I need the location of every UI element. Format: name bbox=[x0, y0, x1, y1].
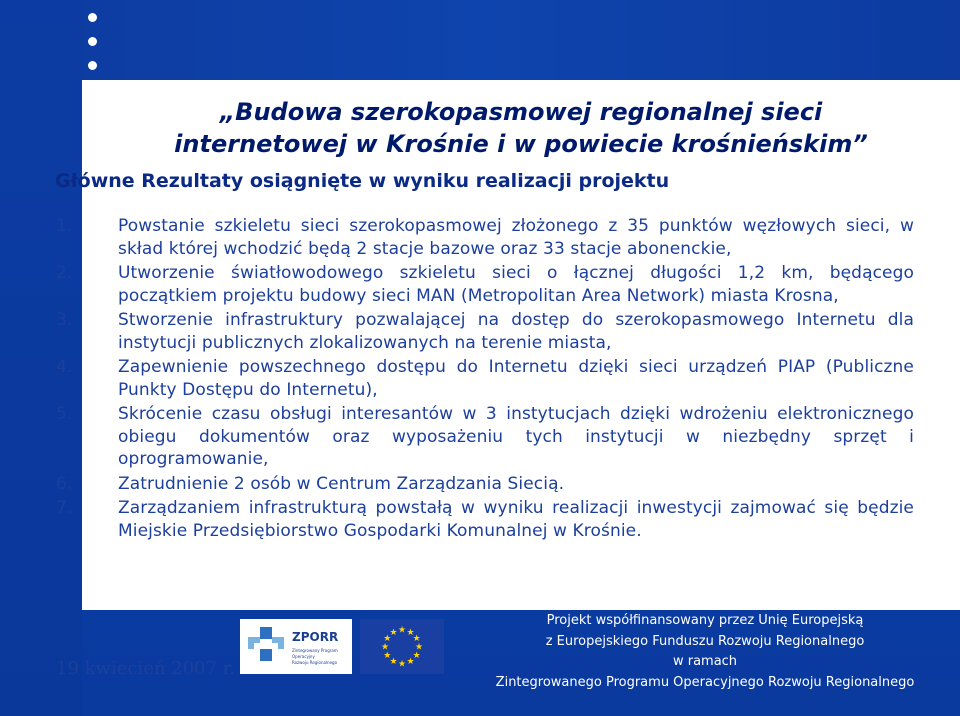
results-list bbox=[56, 215, 914, 544]
svg-text:Operacyjny: Operacyjny bbox=[292, 654, 315, 659]
list-item bbox=[56, 215, 914, 260]
list-item-text: Zarządzaniem infrastrukturą powstałą w wyniku realizacji inwestycji zajmować się będzie Miejskie Przedsiębiorstwo Gospodarki Komunalnej w Krośnie. bbox=[118, 498, 914, 541]
list-item-text: Zatrudnienie 2 osób w Centrum Zarządzania Siecią. bbox=[118, 473, 565, 494]
eu-star-icon: ★ bbox=[412, 634, 421, 644]
list-item-number: 7. bbox=[56, 498, 73, 518]
list-item bbox=[56, 356, 914, 401]
eu-star-icon: ★ bbox=[412, 651, 421, 661]
svg-text:Rozwoju Regionalnego: Rozwoju Regionalnego bbox=[292, 660, 338, 665]
list-item-text: Stworzenie infrastruktury pozwalającej na dostęp do szerokopasmowego Internetu dla instytucji publicznych zlokalizowanych na terenie miasta, bbox=[118, 310, 914, 353]
svg-text:Zintegrowany Program: Zintegrowany Program bbox=[292, 648, 338, 653]
list-item bbox=[56, 473, 914, 496]
zporr-logo-text: ZPORR bbox=[292, 630, 339, 644]
eu-star-icon: ★ bbox=[406, 657, 415, 668]
eu-star-icon: ★ bbox=[414, 642, 424, 653]
list-item-text: Skrócenie czasu obsługi interesantów w 3 instytucjach dzięki wdrożeniu elektronicznego obiegu dokumentów oraz wyposażeniu tych instytucji w niezbędny sprzęt i oprogramowanie, bbox=[118, 404, 914, 469]
list-item bbox=[56, 403, 914, 471]
cofinancing-line-1: Projekt współfinansowany przez Unię Europejską bbox=[546, 613, 864, 628]
cofinancing-line-3: w ramach bbox=[672, 654, 738, 669]
eu-star-icon: ★ bbox=[397, 659, 407, 670]
bullet-dot-icon bbox=[88, 37, 97, 46]
eu-star-icon: ★ bbox=[389, 657, 398, 668]
eu-star-icon: ★ bbox=[389, 627, 398, 638]
cofinancing-line-4: Zintegrowanego Programu Operacyjnego Rozwoju Regionalnego bbox=[495, 674, 915, 690]
zporr-logo-icon bbox=[240, 619, 352, 674]
slide-title bbox=[82, 96, 960, 160]
cofinancing-line-2: z Europejskiego Funduszu Rozwoju Regionalnego bbox=[545, 633, 865, 649]
list-item-text: Zapewnienie powszechnego dostępu do Internetu dzięki sieci urządzeń PIAP (Publiczne Punkty Dostępu do Internetu), bbox=[118, 357, 914, 400]
eu-star-icon: ★ bbox=[397, 625, 407, 636]
title-line-2: internetowej w Krośnie i w powiecie krośnieńskim” bbox=[174, 130, 868, 158]
eu-star-icon: ★ bbox=[383, 634, 392, 644]
eu-star-icon: ★ bbox=[380, 642, 390, 653]
list-item bbox=[56, 262, 914, 307]
list-item-number: 4. bbox=[56, 357, 73, 377]
list-item-number: 5. bbox=[56, 404, 73, 424]
list-item-text: Powstanie szkieletu sieci szerokopasmowej złożonego z 35 punktów węzłowych sieci, w skład której wchodzić będą 2 stacje bazowe oraz 33 stacje abonenckie, bbox=[118, 216, 914, 259]
list-item-number: 1. bbox=[56, 216, 73, 236]
slide-subtitle: Główne Rezultaty osiągnięte w wyniku realizacji projektu bbox=[55, 170, 670, 192]
footer-date: 19 kwiecień 2007 r. bbox=[56, 658, 236, 679]
cofinancing-note bbox=[480, 611, 930, 693]
list-item-number: 2. bbox=[56, 263, 73, 283]
eu-star-icon: ★ bbox=[383, 651, 392, 661]
header-band bbox=[0, 0, 960, 80]
bullet-dot-icon bbox=[88, 13, 97, 22]
list-item bbox=[56, 309, 914, 354]
list-item-number: 6. bbox=[56, 473, 73, 494]
list-item-text: Utworzenie światłowodowego szkieletu sieci o łącznej długości 1,2 km, będącego początkiem projektu budowy sieci MAN (Metropolitan Area Network) miasta Krosna, bbox=[118, 263, 914, 306]
list-item bbox=[56, 497, 914, 542]
eu-flag-icon bbox=[360, 619, 444, 674]
list-item-number: 3. bbox=[56, 310, 73, 330]
eu-star-icon: ★ bbox=[406, 627, 415, 638]
bullet-dot-icon bbox=[88, 61, 97, 70]
title-line-1: „Budowa szerokopasmowej regionalnej sieci bbox=[219, 98, 823, 126]
